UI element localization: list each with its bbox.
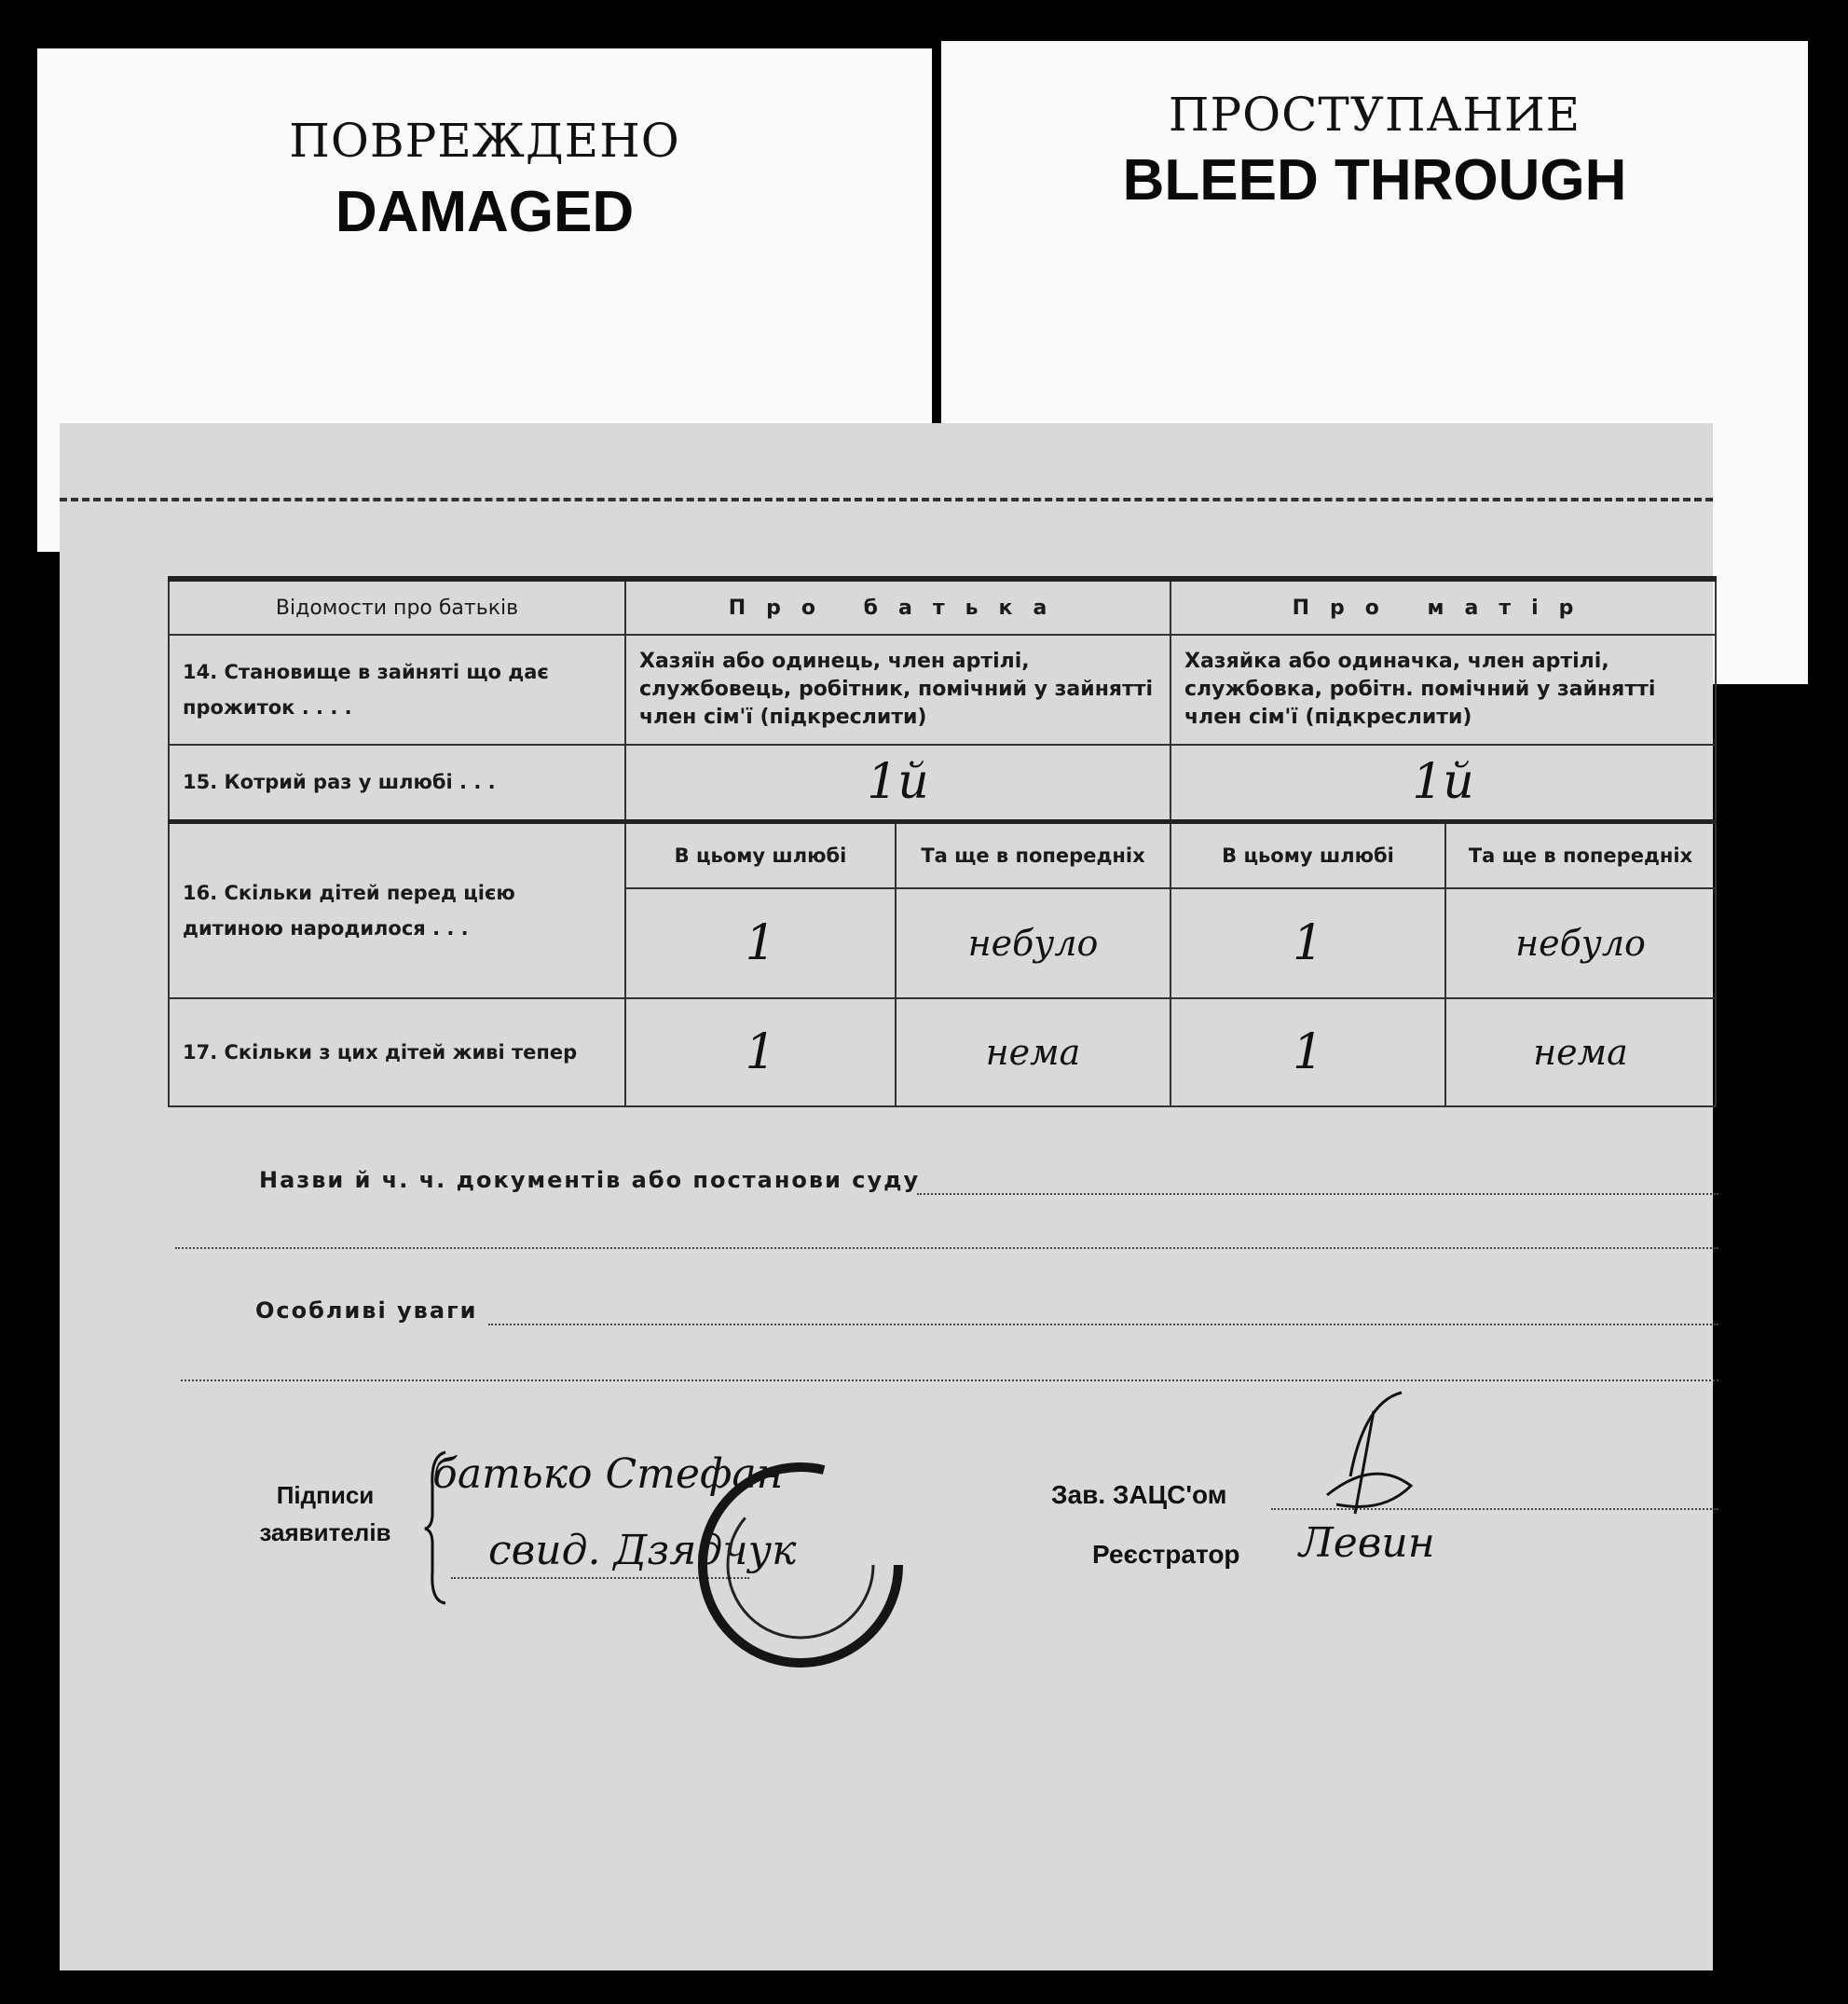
father-marriage-count: 1й [625, 745, 1170, 821]
q16-father-prev: небуло [896, 888, 1170, 998]
question-16: 16. Скільки дітей перед цією дитиною народилося . . . [169, 821, 625, 998]
header-about-father: Про батька [625, 579, 1170, 635]
q17-father-this: 1 [625, 998, 896, 1106]
bleed-label-en: BLEED THROUGH [1122, 148, 1627, 213]
q17-father-prev: нема [896, 998, 1170, 1106]
head-signature [1299, 1383, 1430, 1523]
table-row [169, 635, 1716, 745]
father-occupation: Хазяїн або одинець, член артілі, службовець, робітник, помічний у зайнятті член сім'ї (підкреслити) [625, 635, 1170, 745]
documents-field-label: Назви й ч. ч. документів або постанови суду [259, 1167, 921, 1193]
table-header-row [169, 579, 1716, 635]
q16-father-this: 1 [625, 888, 896, 998]
notes-dotted-line-2 [181, 1379, 1718, 1381]
witness-signature: свид. Дзядчук [488, 1527, 797, 1574]
question-14: 14. Становище в зайняті що дає прожиток . . . . [169, 635, 625, 745]
q17-mother-prev: нема [1445, 998, 1716, 1106]
document-page [60, 423, 1713, 1970]
documents-dotted-line [917, 1193, 1718, 1195]
question-17: 17. Скільки з цих дітей живі тепер [169, 998, 625, 1106]
table-row [169, 745, 1716, 821]
q16-mother-this: 1 [1170, 888, 1445, 998]
official-stamp [693, 1458, 908, 1672]
table-row [169, 998, 1716, 1106]
header-parents-info: Відомости про батьків [169, 579, 625, 635]
perforation-line [60, 498, 1713, 501]
registrar-signature: Левин [1299, 1519, 1435, 1567]
father-signature: батько Стефан [432, 1450, 784, 1498]
table-subheader-row [169, 821, 1716, 888]
mother-this-marriage-header: В цьому шлюбі [1170, 821, 1445, 888]
bleed-label-ru: ПРОСТУПАНИЕ [1168, 88, 1581, 142]
documents-dotted-line-2 [175, 1247, 1718, 1249]
father-this-marriage-header: В цьому шлюбі [625, 821, 896, 888]
damaged-label-en: DAMAGED [335, 180, 635, 244]
mother-marriage-count: 1й [1170, 745, 1716, 821]
notes-dotted-line [488, 1324, 1718, 1325]
father-previous-header: Та ще в попередніх [896, 821, 1170, 888]
registrar-label: Реєстратор [1092, 1540, 1240, 1569]
notes-field-label: Особливі уваги [255, 1297, 478, 1324]
q16-mother-prev: небуло [1445, 888, 1716, 998]
question-15: 15. Котрий раз у шлюбі . . . [169, 745, 625, 821]
mother-occupation: Хазяйка або одиначка, член артілі, службовка, робітн. помічний у зайнятті член сім'ї (підкреслити) [1170, 635, 1716, 745]
q17-mother-this: 1 [1170, 998, 1445, 1106]
parents-info-table-wrap [168, 576, 1715, 1107]
mother-previous-header: Та ще в попередніх [1445, 821, 1716, 888]
header-about-mother: Про матір [1170, 579, 1716, 635]
zags-head-label: Зав. ЗАЦС'ом [1051, 1480, 1227, 1509]
damaged-label-ru: ПОВРЕЖДЕНО [289, 114, 680, 168]
parents-info-table [168, 576, 1717, 1107]
applicants-signatures-label: Підписи заявителів [259, 1481, 391, 1546]
